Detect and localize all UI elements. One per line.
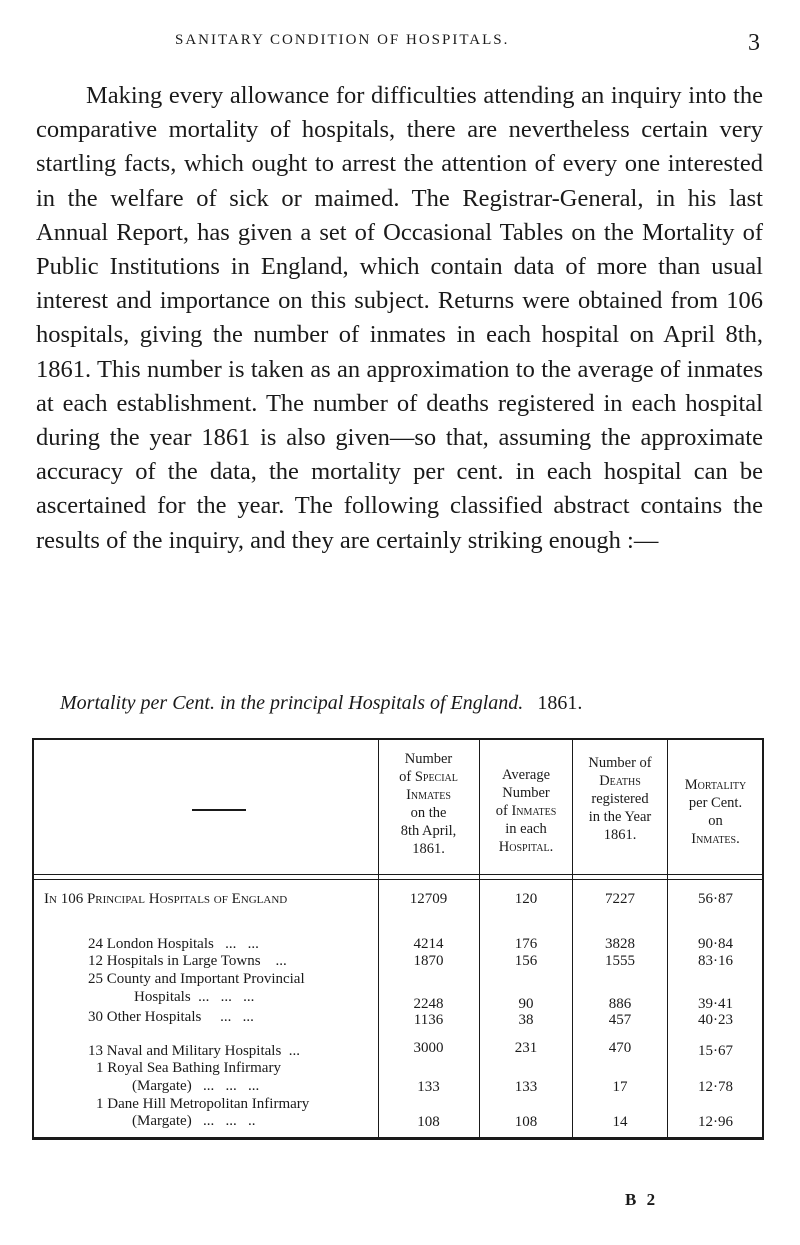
- table-row-label: 24 London Hospitals ... ...: [88, 936, 259, 952]
- table-cell: 108: [514, 1114, 538, 1130]
- table-cell: 1555: [605, 953, 635, 969]
- stub-head-dash: [192, 809, 246, 811]
- table-cell: 12·96: [698, 1114, 733, 1130]
- total-row-label: In 106 Principal Hospitals of England: [44, 891, 288, 907]
- table-cell: 156: [514, 953, 538, 969]
- table-cell: 38: [518, 1012, 534, 1028]
- table-cell: 90: [518, 996, 534, 1012]
- table-row-label: 12 Hospitals in Large Towns ...: [88, 953, 287, 969]
- table-caption: [60, 692, 760, 715]
- table-cell: 83·16: [698, 953, 733, 969]
- total-average-inmates: 120: [514, 891, 538, 907]
- page-number: 3: [748, 30, 760, 56]
- table-row-label-cont: Hospitals ... ... ...: [134, 989, 255, 1005]
- signature-mark: B 2: [625, 1190, 659, 1209]
- table-cell: 39·41: [698, 996, 733, 1012]
- table-cell: 90·84: [698, 936, 733, 952]
- running-title: SANITARY CONDITION OF HOSPITALS.: [175, 32, 510, 48]
- running-head: [0, 30, 800, 60]
- mortality-table: [32, 738, 764, 1140]
- header-rule: [34, 879, 762, 880]
- col-header-average-inmates: Average Number of Inmates in each Hospital.: [495, 767, 557, 855]
- table-row-label: 30 Other Hospitals ... ...: [88, 1009, 254, 1025]
- table-cell: 17: [612, 1079, 628, 1095]
- total-mortality: 56·87: [698, 891, 733, 907]
- table-cell: 15·67: [698, 1043, 733, 1059]
- table-row-label-cont: (Margate) ... ... ...: [132, 1078, 260, 1094]
- column-rule: [479, 740, 480, 1137]
- table-cell: 108: [417, 1114, 440, 1130]
- table-cell: 457: [608, 1012, 632, 1028]
- table-cell: 14: [612, 1114, 628, 1130]
- table-cell: 470: [608, 1040, 632, 1056]
- table-cell: 3828: [605, 936, 635, 952]
- table-row-label: 13 Naval and Military Hospitals ...: [88, 1043, 301, 1059]
- table-row-label: 1 Royal Sea Bathing Infirmary: [96, 1060, 281, 1076]
- table-cell: 1870: [413, 953, 444, 969]
- table-caption-title: Mortality per Cent. in the principal Hospitals of England.: [60, 692, 524, 714]
- table-cell: 1136: [413, 1012, 444, 1028]
- col-header-mortality: Mortality per Cent. on Inmates.: [684, 777, 747, 847]
- table-caption-year: 1861.: [537, 692, 583, 714]
- column-rule: [667, 740, 668, 1137]
- table-cell: 2248: [413, 996, 444, 1012]
- table-cell: 40·23: [698, 1012, 733, 1028]
- table-cell: 4214: [413, 936, 444, 952]
- table-row-label: 25 County and Important Provincial: [88, 971, 305, 987]
- table-cell: 3000: [413, 1040, 444, 1056]
- total-special-inmates: 12709: [409, 891, 448, 907]
- column-rule: [572, 740, 573, 1137]
- col-header-deaths: Number of Deaths registered in the Year 1861.: [588, 755, 652, 843]
- header-rule: [34, 874, 762, 875]
- table-cell: 133: [417, 1079, 440, 1095]
- table-cell: 12·78: [698, 1079, 733, 1095]
- body-paragraph: Making every allowance for difficulties attending an inquiry into the comparative mortality of hospitals, there are nevertheless certain very startling facts, which ought to arrest the attention of every one interested in the welfare of sick or maimed. The Registrar-General, in his last Annual Report, has given a set of Occasional Tables on the Mortality of Public Institutions in England, which contain data of more than usual interest and importance on this subject. Returns were obtained from 106 hospitals, giving the number of inmates in each hospital on April 8th, 1861. This number is taken as an approximation to the average of inmates at each establishment. The number of deaths registered in each hospital during the year 1861 is also given—so that, assuming the approximate accuracy of the data, the mortality per cent. in each hospital can be ascertained for the year. The following classified abstract contains the results of the inquiry, and they are certainly striking enough :—: [36, 82, 763, 554]
- table-row-label: 1 Dane Hill Metropolitan Infirmary: [96, 1096, 310, 1112]
- total-deaths: 7227: [605, 891, 635, 907]
- table-cell: 231: [514, 1040, 538, 1056]
- table-row-label-cont: (Margate) ... ... ..: [132, 1113, 256, 1129]
- table-cell: 886: [608, 996, 632, 1012]
- table-cell: 176: [514, 936, 538, 952]
- col-header-special-inmates: Number of Special Inmates on the 8th April, 1861.: [399, 751, 458, 857]
- table-cell: 133: [514, 1079, 538, 1095]
- column-rule: [378, 740, 379, 1137]
